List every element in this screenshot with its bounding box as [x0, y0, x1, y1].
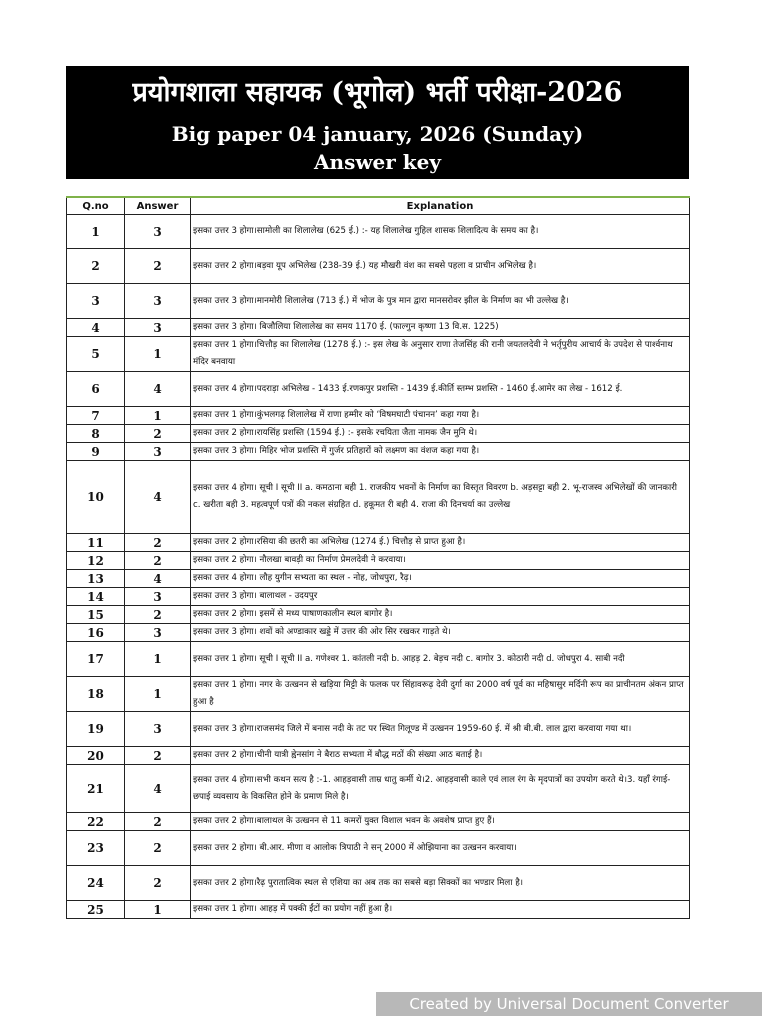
- answer-table: [66, 196, 690, 919]
- explanation-cell: इसका उत्तर 1 होगा।चित्तौड़ का शिलालेख (1278 ई.) :- इस लेख के अनुसार राणा तेजसिंह की रानी जयतलदेवी ने भर्तृपुरीय आचार्य के उपदेश से पार्श्वनाथ मंदिर बनवाया: [191, 337, 690, 372]
- answer-cell: 2: [125, 606, 191, 624]
- question-number-cell: 2: [67, 249, 125, 284]
- table-row: [67, 552, 690, 570]
- question-number-cell: 14: [67, 588, 125, 606]
- answer-cell: 1: [125, 337, 191, 372]
- explanation-cell: इसका उत्तर 4 होगा। सूची I सूची II a. कमठाना बही 1. राजकीय भवनों के निर्माण का विस्तृत विवरण b. अड़सट्टा बही 2. भू-राजस्व अभिलेखों की जानकारी c. खरीता बही 3. महत्वपूर्ण पत्रों की नकल संग्रहित d. हकूमत री बही 4. राजा की दिनचर्या का उल्लेख: [191, 461, 690, 534]
- question-number-cell: 3: [67, 284, 125, 319]
- page-title: प्रयोगशाला सहायक (भूगोल) भर्ती परीक्षा-2026: [132, 77, 623, 108]
- column-header-answer: Answer: [125, 197, 191, 215]
- answer-cell: 4: [125, 765, 191, 813]
- question-number-cell: 11: [67, 534, 125, 552]
- explanation-cell: इसका उत्तर 2 होगा।चीनी यात्री ह्वेनसांग ने बैराठ सभ्यता में बौद्ध मठों की संख्या आठ बताई है।: [191, 747, 690, 765]
- table-row: [67, 425, 690, 443]
- table-row: [67, 588, 690, 606]
- table-row: [67, 249, 690, 284]
- question-number-cell: 17: [67, 642, 125, 677]
- table-row: [67, 747, 690, 765]
- table-row: [67, 319, 690, 337]
- explanation-cell: इसका उत्तर 2 होगा।रैढ़ पुरातात्विक स्थल से एशिया का अब तक का सबसे बड़ा सिक्कों का भण्डार मिला है।: [191, 866, 690, 901]
- explanation-cell: इसका उत्तर 1 होगा। सूची I सूची II a. गणेश्वर 1. कांतली नदी b. आहड़ 2. बेड़च नदी c. बागोर 3. कोठारी नदी d. जोधपुरा 4. साबी नदी: [191, 642, 690, 677]
- table-header-row: [67, 197, 690, 215]
- question-number-cell: 6: [67, 372, 125, 407]
- explanation-cell: इसका उत्तर 2 होगा।रसिया की छतरी का अभिलेख (1274 ई.) चित्तौड़ से प्राप्त हुआ है।: [191, 534, 690, 552]
- question-number-cell: 7: [67, 407, 125, 425]
- table-row: [67, 813, 690, 831]
- table-row: [67, 443, 690, 461]
- answer-cell: 3: [125, 215, 191, 249]
- page-subtitle: Big paper 04 january, 2026 (Sunday): [171, 122, 584, 146]
- answer-cell: 3: [125, 319, 191, 337]
- watermark-banner: Created by Universal Document Converter: [376, 992, 762, 1016]
- explanation-cell: इसका उत्तर 3 होगा।राजसमंद जिले में बनास नदी के तट पर स्थित गिलूण्ड में उत्खनन 1959-60 ई. में श्री बी.बी. लाल द्वारा करवाया गया था।: [191, 712, 690, 747]
- table-row: [67, 337, 690, 372]
- explanation-cell: इसका उत्तर 3 होगा।मानमोरी शिलालेख (713 ई.) में भोज के पुत्र मान द्वारा मानसरोवर झील के निर्माण का भी उल्लेख है।: [191, 284, 690, 319]
- answer-cell: 2: [125, 866, 191, 901]
- answer-cell: 1: [125, 407, 191, 425]
- explanation-cell: इसका उत्तर 3 होगा। शवों को अण्डाकार खड्डे में उत्तर की ओर सिर रखकर गाड़ते थे।: [191, 624, 690, 642]
- answer-cell: 1: [125, 677, 191, 712]
- question-number-cell: 13: [67, 570, 125, 588]
- table-row: [67, 866, 690, 901]
- answer-cell: 2: [125, 249, 191, 284]
- table-row: [67, 677, 690, 712]
- question-number-cell: 5: [67, 337, 125, 372]
- column-header-qno: Q.no: [67, 197, 125, 215]
- question-number-cell: 24: [67, 866, 125, 901]
- explanation-cell: इसका उत्तर 1 होगा। नगर के उत्खनन से खड़िया मिट्टी के फलक पर सिंहावरूढ़ देवी दुर्गा का 2000 वर्ष पूर्व का महिषासुर मर्दिनी रूप का प्राचीनतम अंकन प्राप्त हुआ है: [191, 677, 690, 712]
- question-number-cell: 19: [67, 712, 125, 747]
- answer-cell: 2: [125, 747, 191, 765]
- table-row: [67, 534, 690, 552]
- answer-cell: 2: [125, 552, 191, 570]
- question-number-cell: 12: [67, 552, 125, 570]
- table-row: [67, 624, 690, 642]
- explanation-cell: इसका उत्तर 2 होगा। इसमें से मध्य पाषाणकालीन स्थल बागोर है।: [191, 606, 690, 624]
- explanation-cell: इसका उत्तर 2 होगा।रायसिंह प्रशस्ति (1594 ई.) :- इसके रचयिता जैता नामक जैन मुनि थे।: [191, 425, 690, 443]
- explanation-cell: इसका उत्तर 3 होगा। बिजौलिया शिलालेख का समय 1170 ई. (फाल्गुन कृष्णा 13 वि.स. 1225): [191, 319, 690, 337]
- answer-cell: 4: [125, 570, 191, 588]
- question-number-cell: 22: [67, 813, 125, 831]
- explanation-cell: इसका उत्तर 4 होगा।सभी कथन सत्य है :-1. आहड़वासी ताम्र धातु कर्मी थे।2. आहड़वासी काले एवं लाल रंग के मृदपात्रों का उपयोग करते थे।3. यहाँ रंगाई-छपाई व्यवसाय के विकसित होने के प्रमाण मिले है।: [191, 765, 690, 813]
- answer-cell: 2: [125, 534, 191, 552]
- table-row: [67, 901, 690, 919]
- table-row: [67, 461, 690, 534]
- answer-cell: 3: [125, 588, 191, 606]
- question-number-cell: 9: [67, 443, 125, 461]
- question-number-cell: 16: [67, 624, 125, 642]
- answer-cell: 2: [125, 813, 191, 831]
- answer-cell: 3: [125, 443, 191, 461]
- explanation-cell: इसका उत्तर 3 होगा। मिहिर भोज प्रशस्ति में गुर्जर प्रतिहारों को लक्ष्मण का वंशज कहा गया है।: [191, 443, 690, 461]
- explanation-cell: इसका उत्तर 4 होगा। लौह युगीन सभ्यता का स्थल - नोह, जोधपुरा, रैढ़।: [191, 570, 690, 588]
- question-number-cell: 8: [67, 425, 125, 443]
- question-number-cell: 4: [67, 319, 125, 337]
- table-row: [67, 831, 690, 866]
- header-banner: [66, 66, 689, 179]
- explanation-cell: इसका उत्तर 1 होगा। आहड़ में पक्की ईंटों का प्रयोग नहीं हुआ है।: [191, 901, 690, 919]
- answer-key-label: Answer key: [314, 150, 441, 174]
- answer-cell: 1: [125, 901, 191, 919]
- table-body: [67, 215, 690, 919]
- question-number-cell: 25: [67, 901, 125, 919]
- explanation-cell: इसका उत्तर 2 होगा। बी.आर. मीणा व आलोक त्रिपाठी ने सन् 2000 में ओझियाना का उत्खनन करवाया।: [191, 831, 690, 866]
- question-number-cell: 23: [67, 831, 125, 866]
- question-number-cell: 1: [67, 215, 125, 249]
- explanation-cell: इसका उत्तर 3 होगा। बालाथल - उदयपुर: [191, 588, 690, 606]
- answer-cell: 2: [125, 425, 191, 443]
- table-row: [67, 372, 690, 407]
- question-number-cell: 18: [67, 677, 125, 712]
- explanation-cell: इसका उत्तर 3 होगा।सामोली का शिलालेख (625 ई.) :- यह शिलालेख गुहिल शासक शिलादित्य के समय का है।: [191, 215, 690, 249]
- table-row: [67, 765, 690, 813]
- table-row: [67, 570, 690, 588]
- question-number-cell: 15: [67, 606, 125, 624]
- table-row: [67, 407, 690, 425]
- explanation-cell: इसका उत्तर 2 होगा। नौलखा बावड़ी का निर्माण प्रेमलदेवी ने करवाया।: [191, 552, 690, 570]
- table-row: [67, 284, 690, 319]
- table-row: [67, 215, 690, 249]
- explanation-cell: इसका उत्तर 4 होगा।पदराड़ा अभिलेख - 1433 ई.रणकपुर प्रशस्ति - 1439 ई.कीर्ति स्तम्भ प्रशस्ति - 1460 ई.आमेर का लेख - 1612 ई.: [191, 372, 690, 407]
- table-row: [67, 642, 690, 677]
- table-row: [67, 712, 690, 747]
- answer-cell: 4: [125, 372, 191, 407]
- answer-cell: 4: [125, 461, 191, 534]
- column-header-explanation: Explanation: [191, 197, 690, 215]
- question-number-cell: 10: [67, 461, 125, 534]
- question-number-cell: 20: [67, 747, 125, 765]
- answer-cell: 1: [125, 642, 191, 677]
- answer-cell: 3: [125, 284, 191, 319]
- explanation-cell: इसका उत्तर 2 होगा।बड़वा यूप अभिलेख (238-39 ई.) यह मौखरी वंश का सबसे पहला व प्राचीन अभिलेख है।: [191, 249, 690, 284]
- answer-cell: 3: [125, 624, 191, 642]
- explanation-cell: इसका उत्तर 1 होगा।कुंभलगढ़ शिलालेख में राणा हम्मीर को ‘विषमघाटी पंचानन’ कहा गया है।: [191, 407, 690, 425]
- answer-cell: 3: [125, 712, 191, 747]
- question-number-cell: 21: [67, 765, 125, 813]
- explanation-cell: इसका उत्तर 2 होगा।बालाथल के उत्खनन से 11 कमरों युक्त विशाल भवन के अवशेष प्राप्त हुए हैं।: [191, 813, 690, 831]
- table-row: [67, 606, 690, 624]
- answer-cell: 2: [125, 831, 191, 866]
